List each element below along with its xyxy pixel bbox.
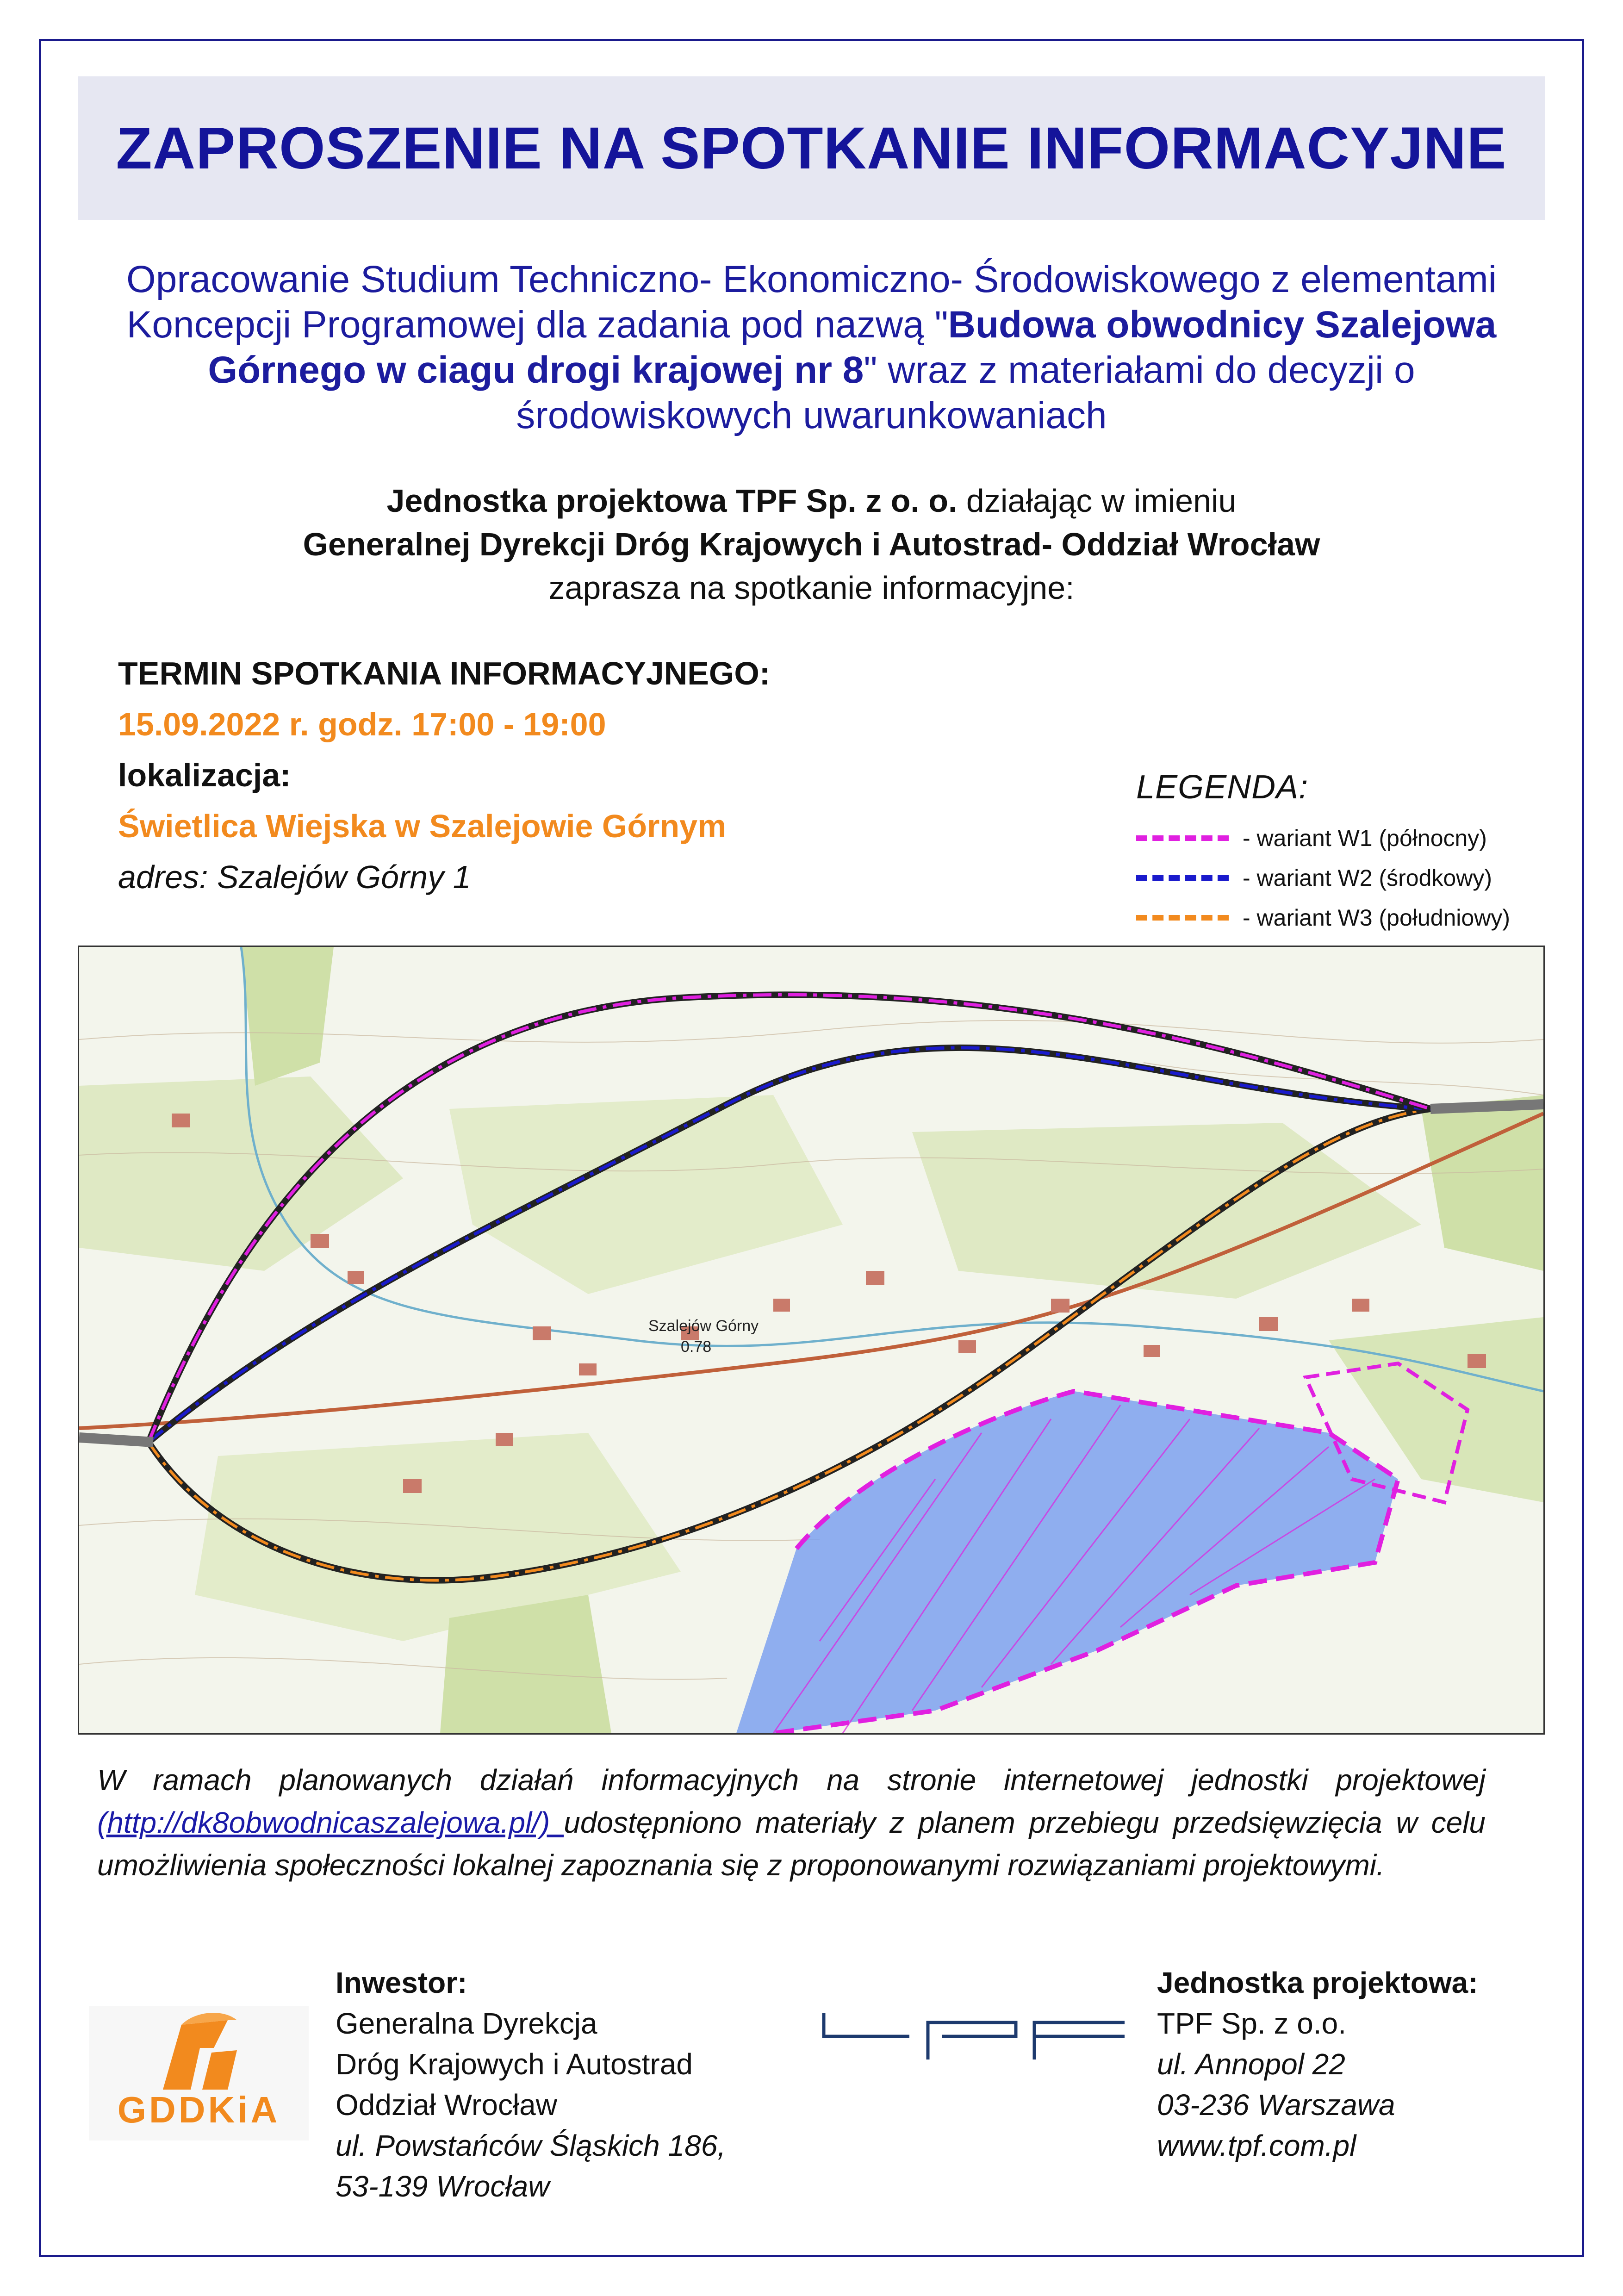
investor-line-1: Generalna Dyrekcja [336,2007,597,2040]
meeting-datetime: 15.09.2022 r. godz. 17:00 - 19:00 [118,706,606,742]
map-east-tie-in [1430,1104,1543,1109]
gddkia-logo [89,2006,309,2140]
invite-invites: zaprasza na spotkanie informacyjne: [548,570,1075,606]
investor-block [336,1962,726,2207]
designer-city: 03-236 Warszawa [1157,2088,1395,2122]
legend-item-w2 [1136,858,1553,898]
meeting-address: adres: Szalejów Górny 1 [118,859,471,895]
map-place-value: 0.78 [681,1338,712,1356]
map-place-name: Szalejów Górny [648,1317,759,1335]
intro-project-name: Budowa obwodnicy Szalejowa Górnego w ciagu drogi krajowej nr 8 [208,304,1497,391]
legend-item-w1 [1136,818,1553,858]
legend-line-w1 [1136,835,1229,841]
legend-line-w2 [1136,875,1229,881]
legend-label-w1: - wariant W1 (północny) [1243,825,1487,851]
intro-text-1: Opracowanie Studium Techniczno- Ekonomiczno- Środowiskowego z elementami Koncepcji Programowej dla zadania pod nazwą " [126,258,1497,346]
meeting-term-label: TERMIN SPOTKANIA INFORMACYJNEGO: [118,655,771,691]
gddkia-emblem-icon [89,2006,309,2099]
investor-street: ul. Powstańców Śląskich 186, [336,2129,726,2162]
meeting-location-label: lokalizacja: [118,757,291,793]
investor-line-2: Dróg Krajowych i Autostrad [336,2047,693,2081]
title-banner [78,76,1545,220]
map-forest-area [440,1595,611,1733]
gddkia-logo-text: GDDKiA [117,2089,280,2130]
intro-text-2: " wraz z materiałami do decyzji o środowiskowych uwarunkowaniach [516,349,1415,436]
route-map-drawing [79,947,1543,1733]
intro-paragraph [93,257,1530,438]
route-map [78,946,1545,1735]
info-text-1: W ramach planowanych działań informacyjnych na stronie internetowej jednostki projektowej [97,1763,1486,1797]
info-paragraph [97,1759,1486,1886]
tpf-logo-icon [821,2009,1127,2064]
invite-investor: Generalnej Dyrekcji Dróg Krajowych i Autostrad- Oddział Wrocław [303,526,1320,562]
map-legend [1136,768,1553,938]
designer-block [1157,1962,1478,2166]
meeting-details [118,648,997,902]
legend-item-w3 [1136,898,1553,938]
investor-heading: Inwestor: [336,1966,467,1999]
page-title: ZAPROSZENIE NA SPOTKANIE INFORMACYJNE [116,115,1507,181]
invite-acting: działając w imieniu [957,483,1237,519]
investor-city: 53-139 Wrocław [336,2170,550,2203]
legend-label-w2: - wariant W2 (środkowy) [1243,865,1492,891]
legend-line-w3 [1136,915,1229,921]
designer-website[interactable]: www.tpf.com.pl [1157,2129,1356,2162]
info-website-link[interactable]: (http://dk8obwodnicaszalejowa.pl/) [97,1806,564,1839]
legend-label-w3: - wariant W3 (południowy) [1243,905,1510,931]
invite-designer: Jednostka projektowa TPF Sp. z o. o. [386,483,958,519]
invite-block [93,479,1530,610]
meeting-location: Świetlica Wiejska w Szalejowie Górnym [118,808,727,844]
info-text-2: udostępniono materiały z planem przebiegu przedsięwzięcia w celu umożliwienia społeczności lokalnej zapoznania się z proponowanymi rozwiązaniami projektowymi. [97,1806,1486,1882]
designer-heading: Jednostka projektowa: [1157,1966,1478,1999]
map-west-tie-in [79,1437,153,1442]
legend-title: LEGENDA: [1136,769,1309,806]
designer-street: ul. Annopol 22 [1157,2047,1345,2081]
designer-name: TPF Sp. z o.o. [1157,2007,1347,2040]
investor-line-3: Oddział Wrocław [336,2088,557,2122]
